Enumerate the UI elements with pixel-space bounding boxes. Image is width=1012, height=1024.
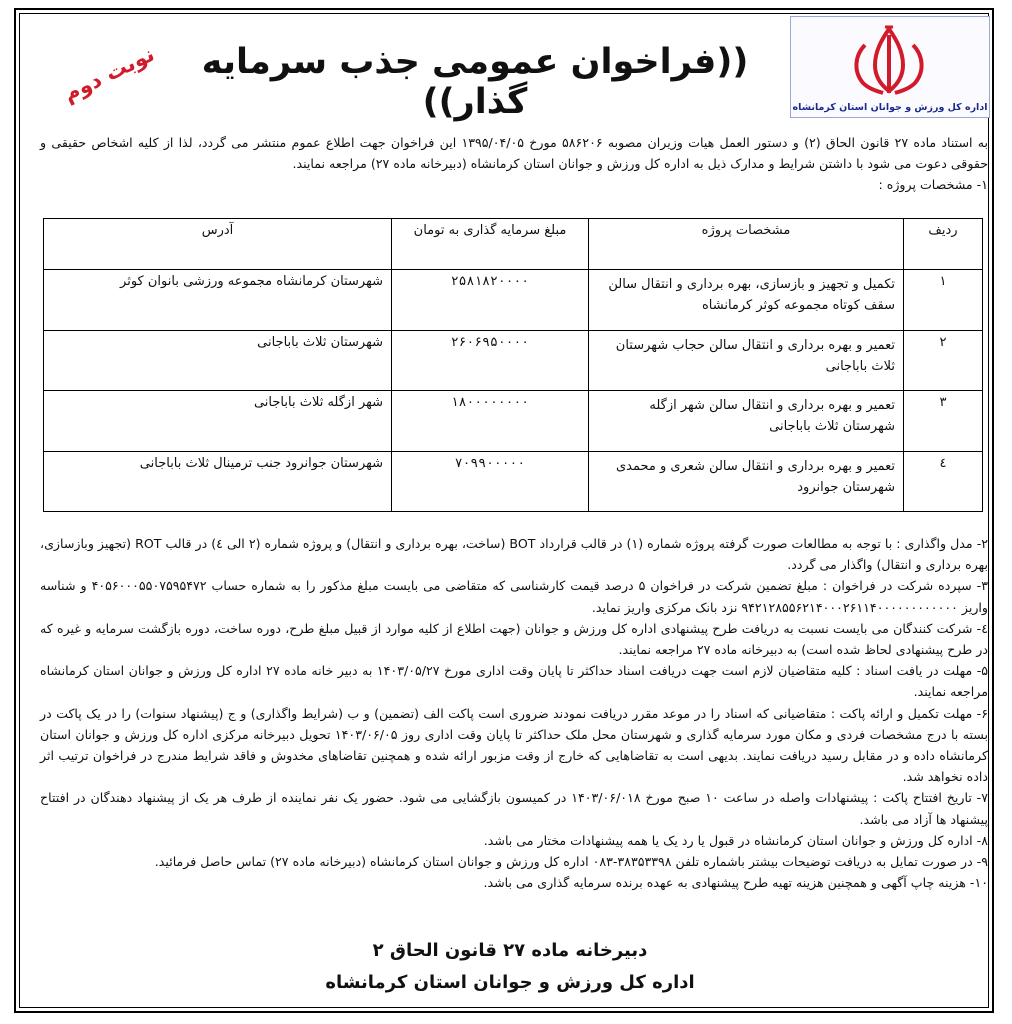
- cell-row-number: ۱: [904, 270, 983, 331]
- footer-secretariat: دبیرخانه ماده ۲۷ قانون الحاق ۲: [372, 940, 648, 961]
- cell-amount: ۷۰۹۹۰۰۰۰۰: [392, 451, 589, 512]
- table-row: [44, 451, 983, 512]
- cell-address: شهرستان جوانرود جنب ترمینال ثلاث باباجانی: [44, 451, 392, 512]
- footer-organization: اداره کل ورزش و جوانان استان کرمانشاه: [325, 972, 695, 993]
- term-item: ۲- مدل واگذاری : با توجه به مطالعات صورت گرفته پروژه شماره (۱) در قالب قرارداد BOT (ساخت، بهره برداری و انتقال) و پروژه شماره (۲ الی ٤) در قالب ROT (تجهیز وبازسازی، بهره برداری و انتقال) واگذار می گردد.: [40, 536, 989, 573]
- projects-table: [43, 218, 983, 512]
- term-item: ۹- در صورت تمایل به دریافت توضیحات بیشتر باشماره تلفن ۳۸۳۵۳۳۹۸-۰۸۳ اداره کل ورزش و جوانان استان کرمانشاه (دبیرخانه ماده ۲۷) تماس حاصل فرمائید.: [154, 854, 988, 870]
- cell-amount: ۱۸۰۰۰۰۰۰۰۰: [392, 391, 589, 452]
- call-round-label: نوبت دوم: [59, 41, 159, 107]
- cell-address: شهر ازگله ثلاث باباجانی: [44, 391, 392, 452]
- term-item: ۷- تاریخ افتتاح پاکت : پیشنهادات واصله در ساعت ۱۰ صبح مورخ ۱۴۰۳/۰۶/۰۱۸ در کمیسون بازگشایی می شود. حضور یک نفر نماینده از طرف هر یک از پیشنهاد دهندگان در افتتاح پیشنهاد ها آزاد می باشد.: [40, 790, 988, 827]
- organization-logo: [790, 16, 990, 118]
- term-item: ۸- اداره کل ورزش و جوانان استان کرمانشاه در قبول یا رد یک یا همه پیشنهادات مختار می باشد.: [483, 832, 988, 848]
- page-title: ((فراخوان عمومی جذب سرمایه گذار)): [201, 42, 749, 122]
- intro-paragraph: به استناد ماده ۲۷ قانون الحاق (۲) و دستور العمل هیات وزیران مصوبه ۵۸۶۲۰۶ مورخ ۱۳۹۵/۰۴/۰۵ این فراخوان جهت اطلاع عموم منتشر می گردد، لذا از کلیه اشخاص حقیقی و حقوقی دعوت می شود با داشتن شرایط و مدارک ذیل به اداره کل ورزش و جوانان استان کرمانشاه (دبیرخانه ماده ۲۷) مراجعه نمایند.: [40, 135, 988, 171]
- table-header-row: [44, 219, 983, 270]
- table-row: [44, 330, 983, 391]
- header-address: آدرس: [44, 219, 392, 270]
- cell-project: تعمیر و بهره برداری و انتقال سالن شعری و محمدی شهرستان جوانرود: [589, 451, 904, 512]
- term-item: ۶- مهلت تکمیل و ارائه پاکت : متقاضیانی که اسناد را در موعد مقرر دریافت نمودند ضروری است پاکت الف (تضمین) و ب (شرایط واگذاری) و ج (پیشنهاد سنوات) را در یک پاکت در بسته با درج مشخصات فردی و مکان مورد سرمایه گذاری و شهرستان محل ملک حداکثر تا پایان وقت اداری روز ۱۴۰۳/۰۶/۰۵ تحویل دبیرخانه مرکزی اداره کل ورزش و جوانان استان کرمانشاه داده و در مقابل رسید دریافت نمایند. بدیهی است به تقاضاهایی که خارج از وقت مزبور ارائه شده و همچنین تقاضاهای مخدوش و فاقد شرایط مندرج در فراخوان ترتیب اثر داده نخواهد شد.: [40, 705, 988, 785]
- header-row-number: ردیف: [904, 219, 983, 270]
- section-label: ۱- مشخصات پروژه :: [878, 177, 988, 192]
- cell-address: شهرستان ثلاث باباجانی: [44, 330, 392, 391]
- header-project: مشخصات پروژه: [589, 219, 904, 270]
- term-item: ٤- شرکت کنندگان می بایست نسبت به دریافت طرح پیشنهادی اداره کل ورزش و جوانان (جهت اطلاع از کلیه موارد از قبیل مبلغ طرح، دوره ساخت، دوره بازگشت سرمایه و غیره که در طرح پیشنهادی لحاظ شده است) به دبیرخانه ماده ۲۷ مراجعه نمایند.: [40, 620, 988, 658]
- term-item: ۵- مهلت در یافت اسناد : کلیه متقاضیان لازم است جهت دریافت اسناد حداکثر تا پایان وقت اداری مورخ ۱۴۰۳/۰۵/۲۷ به دبیر خانه ماده ۲۷ اداره کل ورزش و جوانان استان کرمانشاه مراجعه نمایند.: [40, 663, 989, 700]
- cell-amount: ۲۵۸۱۸۲۰۰۰۰: [392, 270, 589, 331]
- iran-emblem-icon: [839, 25, 939, 99]
- term-item: ۳- سپرده شرکت در فراخوان : مبلغ تضمین شرکت در فراخوان ۵ درصد قیمت کارشناسی که متقاضی می بایست مبلغ مذکور را به شماره حساب ۴۰۵۶۰۰۰۵۵۰۷۵۹۵۴۷۲ و شناسه واریز ۹۴۲۱۲۸۵۵۶۲۱۴۰۰۰۲۶۱۱۴۰۰۰۰۰۰۰۰۰۰۰۰ نزد بانک مرکزی واریز نماید.: [40, 578, 988, 615]
- terms-list: [40, 533, 988, 893]
- table-row: [44, 391, 983, 452]
- intro-text: [40, 132, 988, 195]
- cell-row-number: ٤: [904, 451, 983, 512]
- cell-project: تعمیر و بهره برداری و انتقال سالن حجاب شهرستان ثلاث باباجانی: [589, 330, 904, 391]
- header-amount: مبلغ سرمایه گذاری به تومان: [392, 219, 589, 270]
- cell-project: تکمیل و تجهیز و بازسازی، بهره برداری و انتقال سالن سقف کوتاه مجموعه کوثر کرمانشاه: [589, 270, 904, 331]
- cell-amount: ۲۶۰۶۹۵۰۰۰۰: [392, 330, 589, 391]
- cell-row-number: ۲: [904, 330, 983, 391]
- term-item: ۱۰- هزینه چاپ آگهی و همچنین هزینه تهیه طرح پیشنهادی به عهده برنده سرمایه گذاری می باشد.: [483, 875, 988, 891]
- cell-project: تعمیر و بهره برداری و انتقال سالن شهر ازگله شهرستان ثلاث باباجانی: [589, 391, 904, 452]
- organization-name: اداره کل ورزش و جوانان استان کرمانشاه: [792, 102, 988, 113]
- cell-row-number: ۳: [904, 391, 983, 452]
- table-row: [44, 270, 983, 331]
- cell-address: شهرستان کرمانشاه مجموعه ورزشی بانوان کوثر: [44, 270, 392, 331]
